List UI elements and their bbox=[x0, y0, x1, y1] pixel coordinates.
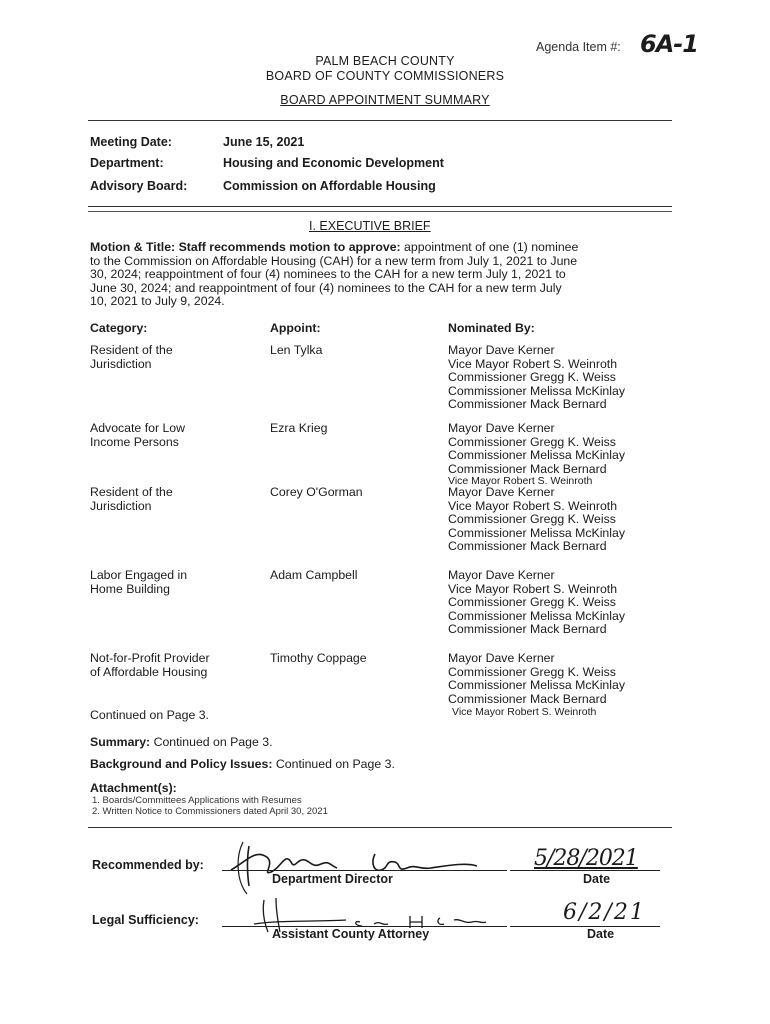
recommended-title: Department Director bbox=[272, 872, 393, 886]
category-line: Resident of the bbox=[90, 343, 173, 357]
nominators-list bbox=[448, 652, 678, 718]
background-text: Continued on Page 3. bbox=[275, 757, 395, 771]
category-line: Home Building bbox=[90, 581, 170, 596]
advisory-board-label: Advisory Board: bbox=[90, 179, 188, 193]
nominator: Commissioner Gregg K. Weiss bbox=[448, 434, 616, 449]
nominators-list bbox=[448, 422, 678, 486]
meeting-date: June 15, 2021 bbox=[223, 135, 305, 149]
nominator: Commissioner Melissa McKinlay bbox=[448, 608, 625, 623]
legal-date: 6/2/21 bbox=[563, 900, 646, 925]
attachments-list bbox=[92, 795, 328, 817]
legal-sufficiency-label: Legal Sufficiency: bbox=[92, 913, 199, 927]
nominated-by-header: Nominated By: bbox=[448, 321, 535, 335]
nominator: Commissioner Melissa McKinlay bbox=[448, 448, 625, 463]
continued-note: Continued on Page 3. bbox=[90, 708, 209, 722]
appointee-name: Corey O'Gorman bbox=[270, 485, 363, 499]
nominator: Commissioner Mack Bernard bbox=[448, 691, 607, 706]
motion-line: 30, 2024; reappointment of four (4) nominees to the CAH for a new term July 1, 2021 to bbox=[90, 267, 566, 282]
divider bbox=[88, 211, 672, 212]
motion-label: Motion & Title: Staff recommends motion to approve: bbox=[90, 240, 401, 254]
summary-label: Summary: bbox=[90, 735, 151, 749]
category-line: Labor Engaged in bbox=[90, 568, 188, 582]
attachment-item: 2. Written Notice to Commissioners dated April 30, 2021 bbox=[92, 806, 328, 817]
summary-text: Continued on Page 3. bbox=[153, 735, 273, 749]
divider bbox=[88, 206, 672, 207]
attachment-item: 1. Boards/Committees Applications with Resumes bbox=[92, 795, 302, 806]
section-title: I. EXECUTIVE BRIEF bbox=[309, 219, 431, 233]
appoint-header: Appoint: bbox=[270, 321, 321, 335]
agenda-item-label: Agenda Item #: bbox=[536, 40, 621, 54]
nominator: Commissioner Gregg K. Weiss bbox=[448, 595, 616, 610]
category-line: Not-for-Profit Provider bbox=[90, 651, 210, 665]
nominator: Commissioner Mack Bernard bbox=[448, 461, 607, 476]
nominator: Vice Mayor Robert S. Weinroth bbox=[448, 498, 618, 513]
category-line: Resident of the bbox=[90, 485, 173, 499]
appointee-name: Len Tylka bbox=[270, 343, 323, 357]
nominator: Mayor Dave Kerner bbox=[448, 568, 555, 582]
category-line: Income Persons bbox=[90, 434, 179, 449]
nominator: Commissioner Melissa McKinlay bbox=[448, 525, 625, 540]
category-line: Advocate for Low bbox=[90, 421, 186, 435]
department: Housing and Economic Development bbox=[223, 156, 444, 170]
board-name: BOARD OF COUNTY COMMISSIONERS bbox=[265, 69, 505, 83]
nominator: Vice Mayor Robert S. Weinroth bbox=[448, 581, 618, 596]
nominator: Vice Mayor Robert S. Weinroth bbox=[448, 356, 618, 371]
department-label: Department: bbox=[90, 156, 164, 170]
advisory-board: Commission on Affordable Housing bbox=[223, 179, 436, 193]
legal-date-label: Date bbox=[587, 927, 615, 941]
divider bbox=[88, 120, 672, 121]
motion-line: appointment of one (1) nominee bbox=[404, 240, 579, 254]
nominator: Commissioner Mack Bernard bbox=[448, 622, 607, 637]
appointee-name: Adam Campbell bbox=[270, 568, 358, 582]
attachments-label: Attachment(s): bbox=[90, 781, 177, 795]
recommended-date: 5/28/2021 bbox=[534, 846, 638, 871]
divider bbox=[88, 827, 672, 828]
nominators-list bbox=[448, 344, 678, 412]
category-header: Category: bbox=[90, 321, 148, 335]
nominator: Mayor Dave Kerner bbox=[448, 651, 555, 665]
agenda-item-number: 6A-1 bbox=[640, 30, 698, 58]
table-row-category bbox=[90, 422, 265, 449]
nominators-list bbox=[448, 569, 678, 637]
nominator: Commissioner Melissa McKinlay bbox=[448, 678, 625, 693]
table-row-category bbox=[90, 569, 265, 596]
legal-title: Assistant County Attorney bbox=[272, 927, 430, 941]
summary-line bbox=[90, 735, 273, 749]
category-line: Jurisdiction bbox=[90, 498, 152, 513]
background-label: Background and Policy Issues: bbox=[90, 757, 273, 771]
nominators-list bbox=[448, 486, 678, 554]
summary-title: BOARD APPOINTMENT SUMMARY bbox=[280, 93, 490, 107]
county-name: PALM BEACH COUNTY bbox=[315, 54, 455, 68]
background-line bbox=[90, 757, 395, 771]
motion-line: June 30, 2024; and reappointment of four (4) nominees to the CAH for a new term July bbox=[90, 280, 562, 295]
nominator: Commissioner Mack Bernard bbox=[448, 397, 607, 412]
nominator: Vice Mayor Robert S. Weinroth bbox=[448, 475, 593, 488]
nominator: Commissioner Gregg K. Weiss bbox=[448, 664, 616, 679]
date-line bbox=[510, 926, 660, 927]
table-row-category bbox=[90, 344, 265, 371]
nominator: Vice Mayor Robert S. Weinroth bbox=[452, 706, 597, 719]
nominator: Commissioner Gregg K. Weiss bbox=[448, 512, 616, 527]
date-label: Date bbox=[583, 872, 611, 886]
meeting-date-label: Meeting Date: bbox=[90, 135, 172, 149]
table-row-category bbox=[90, 652, 265, 679]
appointee-name: Timothy Coppage bbox=[270, 651, 367, 665]
table-row-category bbox=[90, 486, 265, 513]
motion-line: to the Commission on Affordable Housing (CAH) for a new term from July 1, 2021 to June bbox=[90, 253, 578, 268]
nominator: Mayor Dave Kerner bbox=[448, 485, 555, 499]
nominator: Mayor Dave Kerner bbox=[448, 343, 555, 357]
nominator: Commissioner Mack Bernard bbox=[448, 539, 607, 554]
nominator: Commissioner Gregg K. Weiss bbox=[448, 370, 616, 385]
nominator: Commissioner Melissa McKinlay bbox=[448, 383, 625, 398]
category-line: of Affordable Housing bbox=[90, 664, 208, 679]
motion-line: 10, 2021 to July 9, 2024. bbox=[90, 294, 225, 309]
nominator: Mayor Dave Kerner bbox=[448, 421, 555, 435]
motion-paragraph bbox=[90, 241, 674, 309]
appointee-name: Ezra Krieg bbox=[270, 421, 328, 435]
category-line: Jurisdiction bbox=[90, 356, 152, 371]
recommended-by-label: Recommended by: bbox=[92, 858, 204, 872]
